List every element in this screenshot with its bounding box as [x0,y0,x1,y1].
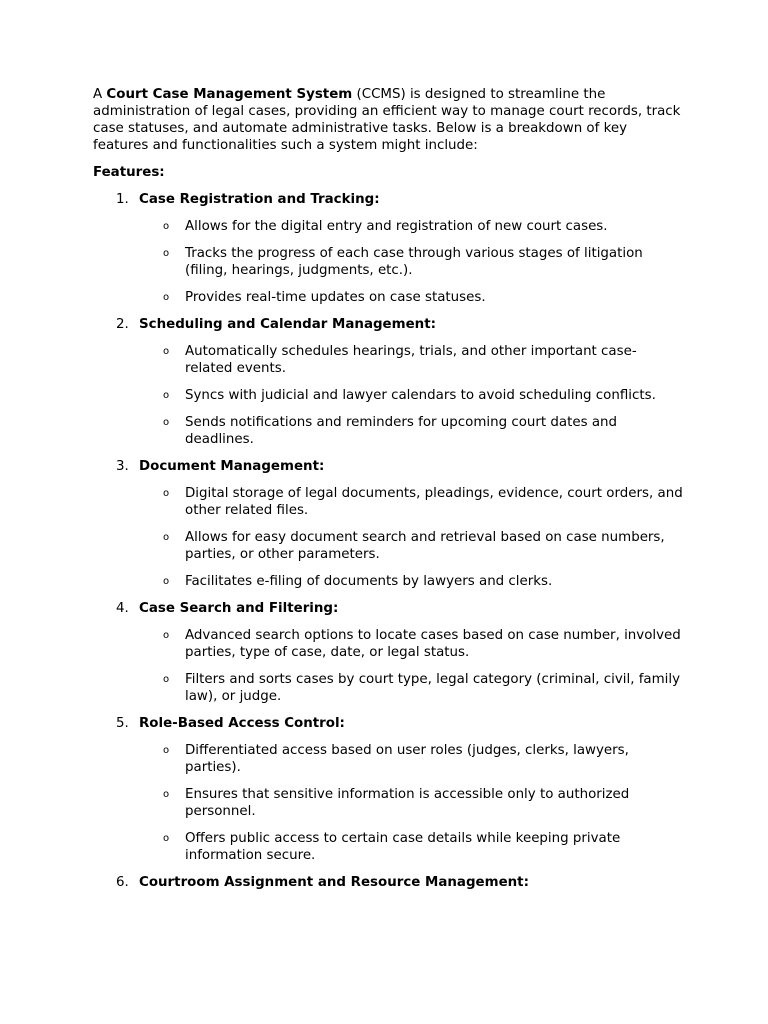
feature-number: 5. [116,716,129,731]
feature-title: Scheduling and Calendar Management: [139,317,436,332]
feature-number: 6. [116,875,129,890]
intro-system-name: Court Case Management System [106,87,353,102]
feature-item [93,874,683,891]
intro-paragraph [93,86,683,154]
feature-title: Role-Based Access Control: [139,716,345,731]
bullet-item [139,573,683,590]
feature-item [93,316,683,448]
bullet-text: Advanced search options to locate cases based on case number, involved parties, type of case, date, or legal status. [185,628,681,660]
feature-bullets [139,627,683,705]
intro-rest: (CCMS) is designed to streamline the administration of legal cases, providing an efficient way to manage court records, track case statuses, and automate administrative tasks. Below is a breakdown of key features and functionalities such a system might include: [93,87,681,153]
bullet-text: Ensures that sensitive information is accessible only to authorized personnel. [185,787,630,819]
bullet-text: Differentiated access based on user roles (judges, clerks, lawyers, parties). [185,743,629,775]
feature-bullets [139,343,683,448]
feature-number: 3. [116,459,129,474]
bullet-text: Allows for easy document search and retrieval based on case numbers, parties, or other parameters. [185,530,665,562]
bullet-text: Syncs with judicial and lawyer calendars to avoid scheduling conflicts. [185,388,656,403]
bullet-item [139,245,683,279]
bullet-item [139,218,683,235]
features-list [93,191,683,891]
bullet-item [139,742,683,776]
bullet-circle-icon: o [163,390,170,401]
bullet-circle-icon: o [163,833,170,844]
bullet-circle-icon: o [163,576,170,587]
bullet-circle-icon: o [163,789,170,800]
feature-item [93,191,683,306]
bullet-text: Digital storage of legal documents, pleadings, evidence, court orders, and other related files. [185,486,683,518]
feature-number: 2. [116,317,129,332]
bullet-circle-icon: o [163,488,170,499]
bullet-circle-icon: o [163,346,170,357]
feature-bullets [139,742,683,864]
feature-title: Case Registration and Tracking: [139,192,380,207]
feature-title: Document Management: [139,459,325,474]
bullet-item [139,830,683,864]
bullet-circle-icon: o [163,745,170,756]
bullet-item [139,671,683,705]
bullet-item [139,485,683,519]
bullet-item [139,289,683,306]
feature-item [93,715,683,864]
bullet-circle-icon: o [163,221,170,232]
document-page [93,86,683,901]
bullet-text: Automatically schedules hearings, trials, and other important case-related events. [185,344,637,376]
bullet-text: Facilitates e-filing of documents by lawyers and clerks. [185,574,553,589]
bullet-text: Tracks the progress of each case through various stages of litigation (filing, hearings, judgments, etc.). [185,246,643,278]
bullet-item [139,786,683,820]
bullet-item [139,627,683,661]
bullet-item [139,529,683,563]
bullet-item [139,387,683,404]
feature-item [93,600,683,705]
feature-bullets [139,218,683,306]
bullet-text: Filters and sorts cases by court type, legal category (criminal, civil, family law), or judge. [185,672,681,704]
bullet-text: Offers public access to certain case details while keeping private information secure. [185,831,621,863]
bullet-circle-icon: o [163,417,170,428]
feature-title: Case Search and Filtering: [139,601,339,616]
feature-number: 1. [116,192,129,207]
bullet-item [139,343,683,377]
bullet-circle-icon: o [163,292,170,303]
bullet-circle-icon: o [163,248,170,259]
bullet-circle-icon: o [163,630,170,641]
intro-prefix: A [93,87,107,102]
feature-title: Courtroom Assignment and Resource Management: [139,875,529,890]
features-heading: Features: [93,165,165,180]
feature-bullets [139,485,683,590]
bullet-text: Sends notifications and reminders for upcoming court dates and deadlines. [185,415,618,447]
bullet-circle-icon: o [163,674,170,685]
bullet-text: Allows for the digital entry and registration of new court cases. [185,219,608,234]
feature-item [93,458,683,590]
bullet-text: Provides real-time updates on case statuses. [185,290,486,305]
bullet-circle-icon: o [163,532,170,543]
bullet-item [139,414,683,448]
feature-number: 4. [116,601,129,616]
